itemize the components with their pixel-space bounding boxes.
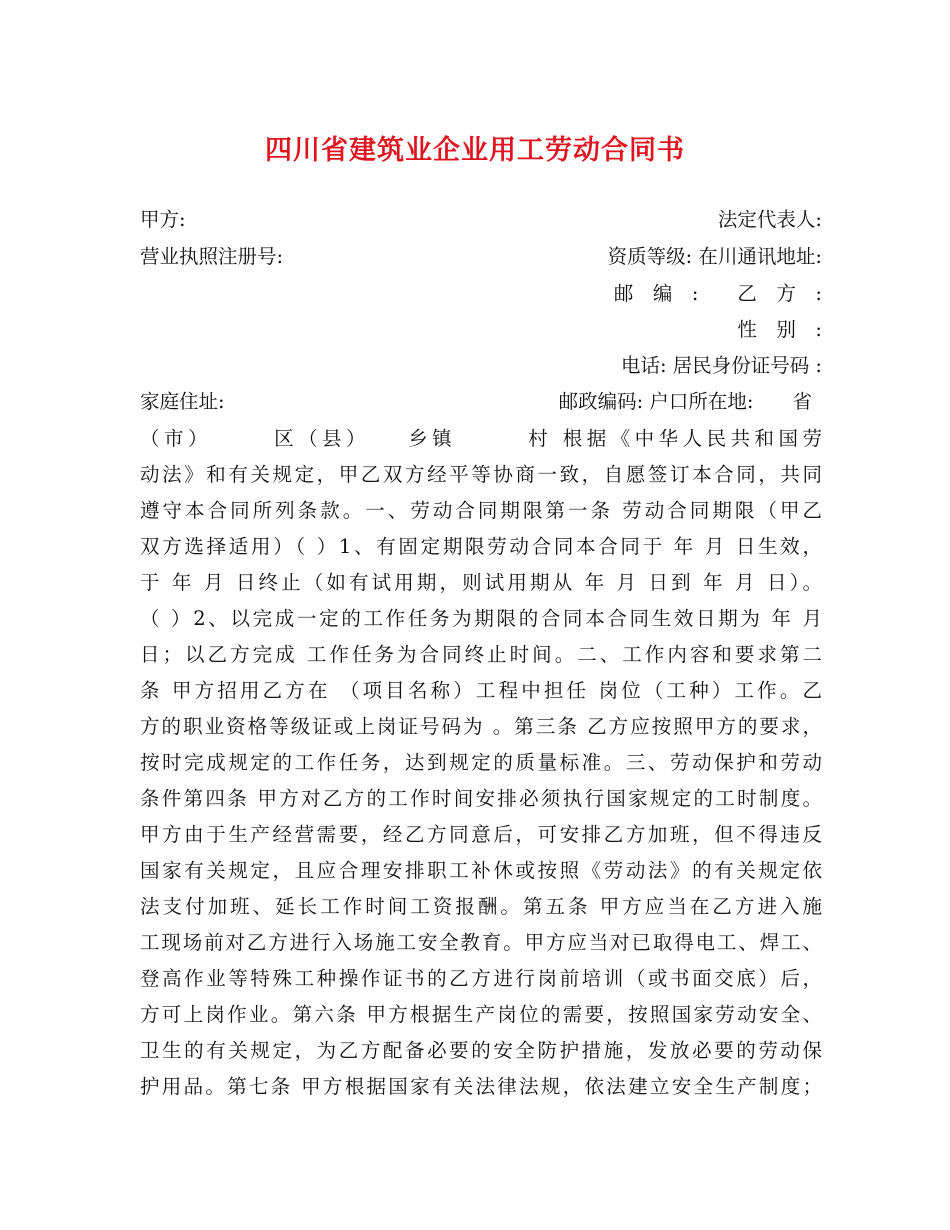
legal-rep-label: 法定代表人:	[717, 208, 822, 231]
body-line: 条 甲方招用乙方在 （项目名称）工程中担任 岗位（工种）工作。乙	[140, 679, 822, 702]
body-line: 卫生的有关规定，为乙方配备必要的安全防护措施，发放必要的劳动保	[140, 1039, 822, 1062]
body-line: 方可上岗作业。第六条 甲方根据生产岗位的需要，按照国家劳动安全、	[140, 1003, 822, 1026]
body-line: 国家有关规定，且应合理安排职工补休或按照《劳动法》的有关规定依	[140, 859, 822, 882]
party-a-label: 甲方:	[140, 208, 186, 231]
postal-hukou-label: 邮政编码: 户口所在地: 省	[558, 390, 812, 413]
body-line: 动法》和有关规定，甲乙双方经平等协商一致，自愿签订本合同，共同	[140, 463, 822, 486]
body-line: 方的职业资格等级证或上岗证号码为 。第三条 乙方应按照甲方的要求，	[140, 715, 822, 738]
header-line-5	[140, 349, 822, 383]
header-line-6	[140, 385, 822, 419]
header-line-2	[140, 240, 822, 274]
body-line: 护用品。第七条 甲方根据国家有关法律法规，依法建立安全生产制度；	[140, 1075, 822, 1098]
body-line: 工现场前对乙方进行入场施工安全教育。甲方应当对已取得电工、焊工、	[140, 931, 822, 954]
header-line-3	[140, 277, 822, 311]
home-address-label: 家庭住址:	[140, 390, 225, 413]
phone-id-label: 电话: 居民身份证号码 :	[620, 354, 822, 377]
document-title: 四川省建筑业企业用工劳动合同书	[265, 135, 685, 166]
body-line: 登高作业等特殊工种操作证书的乙方进行岗前培训（或书面交底）后，	[140, 967, 822, 990]
body-line: 双方选择适用）（ ）1、有固定期限劳动合同本合同于 年 月 日生效，	[140, 535, 822, 558]
license-no-label: 营业执照注册号:	[140, 245, 284, 268]
header-line-4	[140, 313, 822, 347]
body-line: 遵守本合同所列条款。一、劳动合同期限第一条 劳动合同期限（甲乙	[140, 499, 822, 522]
postcode-party-b-label: 邮 编 : 乙 方 :	[613, 282, 822, 305]
body-line: 法支付加班、延长工作时间工资报酬。第五条 甲方应当在乙方进入施	[140, 895, 822, 918]
body-line: 条件第四条 甲方对乙方的工作时间安排必须执行国家规定的工时制度。	[140, 787, 822, 810]
qualification-address-label: 资质等级: 在川通讯地址:	[607, 245, 822, 268]
body-line: （市） 区（县） 乡镇 村 根据《中华人民共和国劳	[140, 427, 822, 450]
body-line: 按时完成规定的工作任务，达到规定的质量标准。三、劳动保护和劳动	[140, 751, 822, 774]
body-line: （ ）2、以完成一定的工作任务为期限的合同本合同生效日期为 年 月	[140, 607, 822, 630]
header-line-1	[140, 203, 822, 237]
gender-label: 性 别 :	[737, 318, 822, 341]
body-line: 甲方由于生产经营需要，经乙方同意后，可安排乙方加班，但不得违反	[140, 823, 822, 846]
body-line: 于 年 月 日终止（如有试用期，则试用期从 年 月 日到 年 月 日）。	[140, 571, 822, 594]
body-line: 日；以乙方完成 工作任务为合同终止时间。二、工作内容和要求第二	[140, 643, 822, 666]
